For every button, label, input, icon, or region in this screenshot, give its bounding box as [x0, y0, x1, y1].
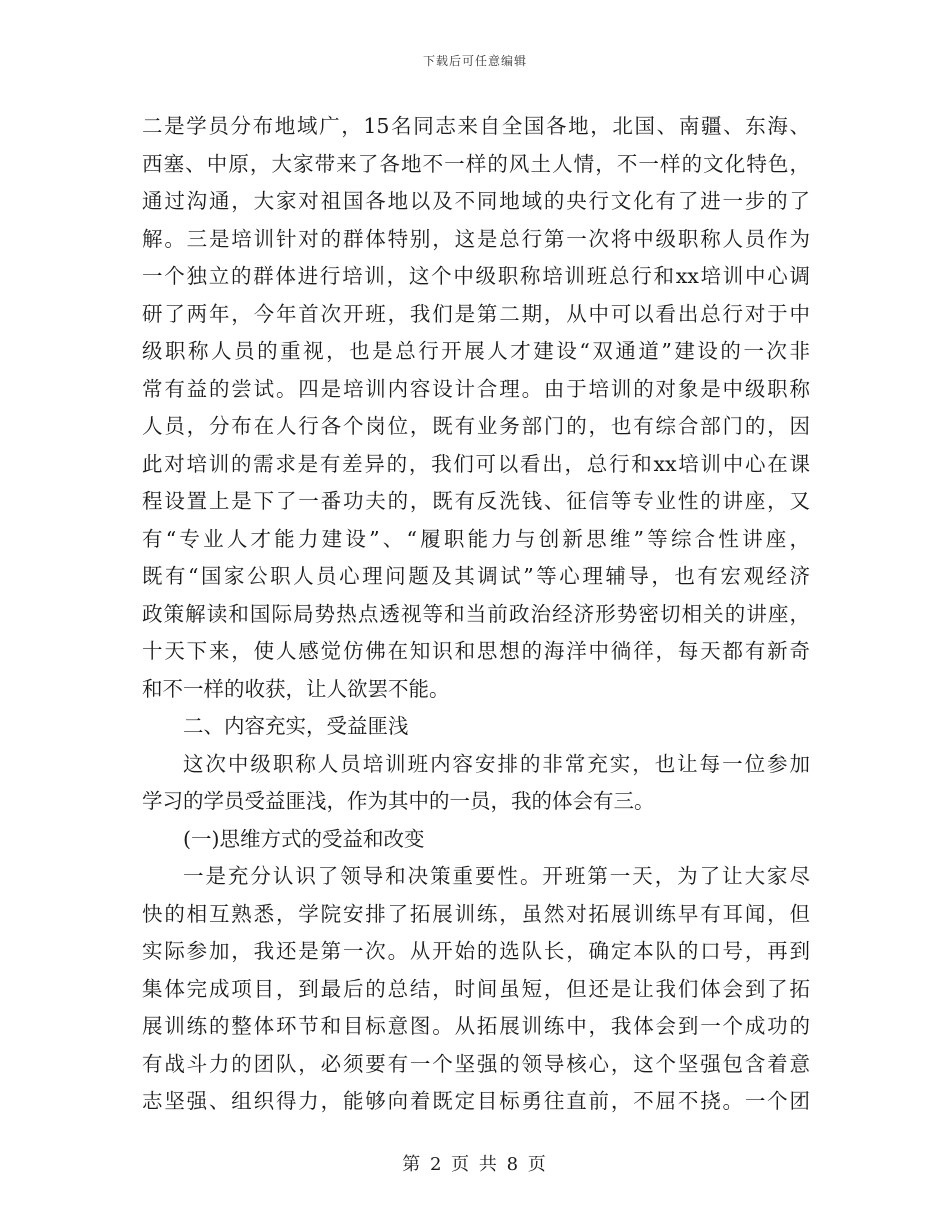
text-line: 既有“国家公职人员心理问题及其调试”等心理辅导，也有宏观经济 [142, 564, 810, 588]
text-line: 这次中级职称人员培训班内容安排的非常充实，也让每一位参加 [183, 751, 810, 776]
page-header: 下载后可任意编辑 [422, 54, 527, 68]
text-line: 快的相互熟悉，学院安排了拓展训练，虽然对拓展训练早有耳闻，但 [142, 901, 810, 926]
text-line: 此对培训的需求是有差异的，我们可以看出，总行和xx培训中心在课 [142, 451, 810, 476]
text-line: 级职称人员的重视，也是总行开展人才建设“双通道”建设的一次非 [142, 339, 810, 363]
section-heading [142, 708, 810, 746]
text-line: 西塞、中原，大家带来了各地不一样的风土人情，不一样的文化特色， [142, 151, 810, 176]
text-line: 一是充分认识了领导和决策重要性。开班第一天，为了让大家尽 [183, 864, 810, 888]
text-line: 政策解读和国际局势热点透视等和当前政治经济形势密切相关的讲座， [142, 601, 810, 626]
text-line: 通过沟通，大家对祖国各地以及不同地域的央行文化有了进一步的了 [142, 189, 810, 213]
text-line: 一个独立的群体进行培训，这个中级职称培训班总行和xx培训中心调 [142, 264, 810, 288]
text-line: 常有益的尝试。四是培训内容设计合理。由于培训的对象是中级职称 [142, 376, 810, 401]
text-line: 有战斗力的团队，必须要有一个坚强的领导核心，这个坚强包含着意 [142, 1051, 810, 1076]
text-line: 集体完成项目，到最后的总结，时间虽短，但还是让我们体会到了拓 [142, 976, 810, 1001]
text-line: 学习的学员受益匪浅，作为其中的一员，我的体会有三。 [142, 789, 655, 813]
text-line: 人员，分布在人行各个岗位，既有业务部门的，也有综合部门的，因 [142, 414, 810, 438]
subsection-heading [142, 821, 810, 859]
text-line: 解。三是培训针对的群体特别，这是总行第一次将中级职称人员作为 [142, 226, 810, 251]
text-line: 和不一样的收获，让人欲罢不能。 [142, 676, 450, 701]
paragraph [142, 108, 810, 708]
subsection-heading-text: (一)思维方式的受益和改变 [183, 826, 425, 851]
text-line: 十天下来，使人感觉仿佛在知识和思想的海洋中徜徉，每天都有新奇 [142, 639, 810, 663]
text-line: 程设置上是下了一番功夫的，既有反洗钱、征信等专业性的讲座，又 [142, 489, 810, 513]
page-footer: 第 2 页 共 8 页 [402, 1154, 548, 1175]
document-body [142, 108, 810, 1121]
section-heading-text: 二、内容充实，受益匪浅 [183, 714, 409, 738]
paragraph [142, 858, 810, 1121]
paragraph [142, 746, 810, 821]
text-line: 志坚强、组织得力，能够向着既定目标勇往直前，不屈不挠。一个团 [142, 1089, 810, 1113]
text-line: 有“专业人才能力建设”、“履职能力与创新思维”等综合性讲座， [142, 526, 810, 551]
text-line: 研了两年，今年首次开班，我们是第二期，从中可以看出总行对于中 [142, 301, 810, 326]
text-line: 展训练的整体环节和目标意图。从拓展训练中，我体会到一个成功的 [142, 1014, 810, 1038]
text-line: 实际参加，我还是第一次。从开始的选队长，确定本队的口号，再到 [142, 939, 810, 963]
text-line: 二是学员分布地域广，15名同志来自全国各地，北国、南疆、东海、 [142, 114, 810, 138]
